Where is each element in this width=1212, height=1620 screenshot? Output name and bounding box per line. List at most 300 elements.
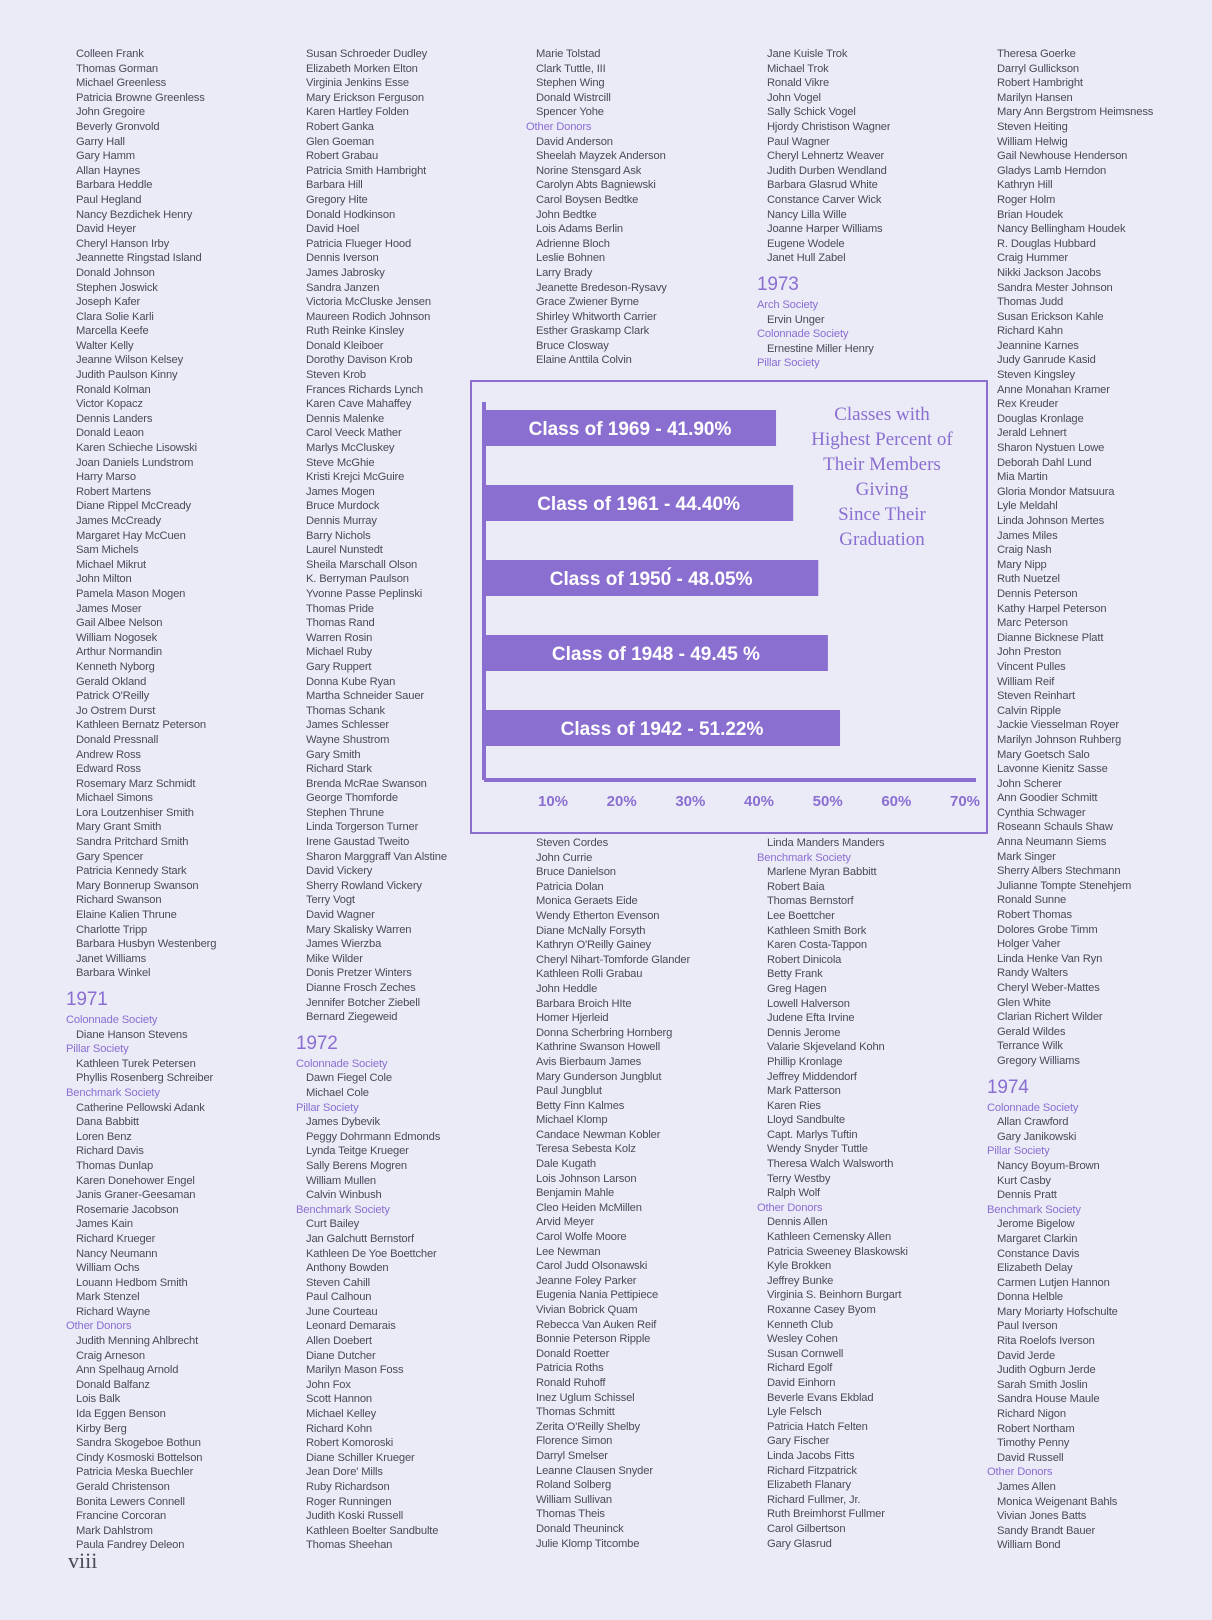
donor-name: Roland Solberg — [536, 1479, 612, 1492]
donor-name: Roxanne Casey Byom — [767, 1304, 876, 1316]
donor-name: Allen Doebert — [306, 1335, 372, 1348]
donor-name: William Nogosek — [76, 631, 158, 644]
donor-name: Kathleen Bernatz Peterson — [76, 719, 206, 732]
donor-name: Shirley Whitworth Carrier — [536, 310, 657, 323]
donor-name: Thomas Sheehan — [306, 1539, 393, 1552]
donor-name: John Scherer — [997, 777, 1062, 790]
donor-name: Donis Pretzer Winters — [306, 967, 412, 980]
society-heading: Colonnade Society — [757, 328, 849, 341]
donor-name: Gerald Wildes — [997, 1025, 1066, 1038]
donor-name: John Currie — [536, 851, 593, 864]
page-number: viii — [68, 1548, 98, 1573]
donor-name: Diane Dutcher — [306, 1349, 376, 1362]
donor-name: Marlys McCluskey — [306, 442, 395, 455]
donor-name: Anna Neumann Siems — [997, 836, 1107, 849]
donor-name: Robert Dinicola — [767, 953, 842, 966]
donor-name: Jerome Bigelow — [997, 1218, 1075, 1231]
donor-name: Stephen Wing — [536, 77, 605, 90]
donor-name: Pamela Mason Mogen — [76, 587, 186, 600]
donor-name: Gail Newhouse Henderson — [997, 150, 1128, 163]
donor-name: Elaine Kalien Thrune — [76, 909, 177, 922]
donor-name: Diane Hanson Stevens — [76, 1028, 188, 1041]
donor-name: Sherry Rowland Vickery — [306, 879, 422, 892]
donor-name: Steven Reinhart — [997, 690, 1075, 703]
donor-name: Mary Bonnerup Swanson — [76, 879, 199, 892]
donor-name: Carmen Lutjen Hannon — [997, 1276, 1110, 1289]
donor-name: Thomas Schank — [306, 704, 385, 717]
donor-name: Gerald Okland — [76, 675, 147, 688]
donor-name: Sandy Brandt Bauer — [997, 1524, 1096, 1537]
donor-name: Vivian Bobrick Quam — [536, 1304, 638, 1316]
donor-name: Wendy Etherton Evenson — [536, 909, 660, 922]
donor-column-3-top — [526, 47, 667, 368]
society-heading: Other Donors — [987, 1466, 1053, 1479]
donor-name: Francine Corcoran — [76, 1510, 167, 1523]
donor-name: Elaine Anttila Colvin — [536, 354, 632, 367]
donor-name: Roger Runningen — [306, 1495, 392, 1508]
class-year-heading: 1973 — [757, 273, 799, 295]
donor-name: Carolyn Abts Bagniewski — [536, 179, 656, 192]
donor-name: Paul Iverson — [997, 1320, 1058, 1333]
donor-name: David Wagner — [306, 909, 375, 922]
donor-name: Jennifer Botcher Ziebell — [306, 996, 420, 1009]
donor-name: Patricia Dolan — [536, 880, 604, 893]
donor-name: Homer Hjerleid — [536, 1012, 609, 1025]
society-heading: Other Donors — [757, 1201, 823, 1214]
donor-name: R. Douglas Hubbard — [997, 237, 1096, 250]
donor-name: Lois Adams Berlin — [536, 223, 623, 236]
donor-name: Thomas Rand — [306, 617, 375, 630]
donor-name: Nancy Boyum-Brown — [997, 1159, 1100, 1172]
donor-name: Judene Efta Irvine — [767, 1012, 855, 1025]
donor-name: Jackie Viesselman Royer — [997, 719, 1119, 732]
donor-name: Dennis Jerome — [767, 1026, 841, 1039]
donor-name: Lyle Felsch — [767, 1406, 822, 1419]
donor-name: Andrew Ross — [76, 748, 141, 761]
donor-name: Dennis Iverson — [306, 252, 379, 265]
donor-name: Nancy Neumann — [76, 1247, 158, 1260]
donor-name: Stephen Joswick — [76, 281, 158, 294]
donor-name: Hjordy Christison Wagner — [767, 120, 891, 133]
society-heading: Colonnade Society — [987, 1101, 1079, 1114]
donor-name: Grace Zwiener Byrne — [536, 296, 639, 309]
donor-name: James Dybevik — [306, 1116, 380, 1129]
donor-name: Jane Kuisle Trok — [767, 48, 848, 60]
donor-name: Victoria McCluske Jensen — [306, 296, 431, 309]
donor-name: Sandra Skogeboe Bothun — [76, 1437, 201, 1450]
donor-name: Craig Nash — [997, 544, 1052, 557]
chart-title — [782, 402, 982, 552]
donor-name: Robert Martens — [76, 485, 151, 498]
donor-name: Linda Johnson Mertes — [997, 515, 1105, 527]
donor-name: Marc Peterson — [997, 617, 1068, 630]
donor-name: Paul Jungblut — [536, 1085, 602, 1098]
donor-name: Jeanette Bredeson-Rysavy — [536, 281, 667, 294]
donor-name: Michael Simons — [76, 792, 153, 805]
donor-column-1 — [66, 47, 216, 1553]
donor-name: Carol Gilbertson — [767, 1522, 846, 1535]
donor-name: Michael Cole — [306, 1086, 369, 1099]
donor-name: Barbara Heddle — [76, 179, 153, 192]
donor-name: Bruce Danielson — [536, 866, 616, 879]
donor-name: Mark Singer — [997, 850, 1056, 863]
donor-name: Gregory Williams — [997, 1054, 1080, 1067]
donor-name: Kathleen De Yoe Boettcher — [306, 1247, 437, 1260]
donor-name: Richard Krueger — [76, 1232, 156, 1245]
donor-name: Bruce Murdock — [306, 500, 380, 513]
donor-name: Margaret Clarkin — [997, 1232, 1078, 1245]
donor-name: Paula Fandrey Deleon — [76, 1539, 185, 1552]
donor-name: Marlene Myran Babbitt — [767, 866, 877, 879]
donor-name: Inez Uglum Schissel — [536, 1391, 635, 1404]
donor-name: Karen Donehower Engel — [76, 1174, 195, 1187]
donor-name: Sarah Smith Joslin — [997, 1378, 1088, 1391]
donor-name: Donna Kube Ryan — [306, 675, 396, 688]
donor-name: William Reif — [997, 675, 1055, 688]
donor-name: Robert Thomas — [997, 909, 1072, 922]
donor-name: John Bedtke — [536, 208, 597, 221]
bar-label: Class of 1948 - 49.45 % — [551, 644, 760, 665]
chart-title-line: Giving — [855, 479, 909, 500]
donor-name: Randy Walters — [997, 967, 1068, 980]
donor-name: Valarie Skjeveland Kohn — [767, 1041, 885, 1054]
donor-name: Mark Stenzel — [76, 1291, 140, 1304]
donor-name: Dennis Pratt — [997, 1189, 1057, 1202]
donor-name: Mary Ann Bergstrom Heimsness — [997, 106, 1154, 119]
donor-name: Judith Menning Ahlbrecht — [76, 1335, 199, 1348]
donor-name: Anthony Bowden — [306, 1262, 389, 1275]
donor-name: Karen Hartley Folden — [306, 106, 409, 119]
society-heading: Benchmark Society — [757, 851, 851, 864]
donor-name: Judy Ganrude Kasid — [997, 354, 1096, 367]
bar-label: Class of 1942 - 51.22% — [560, 719, 764, 740]
donor-name: William Ochs — [76, 1262, 140, 1275]
donor-name: Mia Martin — [997, 471, 1048, 484]
donor-name: Donald Wistrcill — [536, 91, 611, 104]
donor-name: Teresa Sebesta Kolz — [536, 1143, 636, 1156]
chart-title-line: Highest Percent of — [811, 429, 953, 450]
donor-name: Steve McGhie — [306, 456, 375, 469]
society-heading: Colonnade Society — [296, 1057, 388, 1070]
donor-name: Maureen Rodich Johnson — [306, 310, 431, 323]
x-tick-label: 10% — [537, 793, 569, 810]
donor-name: Mary Grant Smith — [76, 821, 162, 834]
donor-name: Frances Richards Lynch — [306, 383, 423, 396]
donor-name: Ruth Breimhorst Fullmer — [767, 1508, 885, 1521]
donor-column-2 — [296, 47, 447, 1553]
donor-name: Glen Goeman — [306, 135, 374, 148]
donor-name: Marcella Keefe — [76, 325, 149, 338]
donor-name: Elizabeth Morken Elton — [306, 62, 418, 75]
donor-name: Ervin Unger — [767, 313, 825, 326]
donor-name: Elizabeth Flanary — [767, 1479, 851, 1492]
donor-name: Michael Kelley — [306, 1408, 377, 1421]
donor-name: Theresa Goerke — [997, 48, 1076, 60]
donor-name: Robert Ganka — [306, 120, 374, 133]
donor-name: Karen Schieche Lisowski — [76, 442, 197, 455]
donor-name: Rita Roelofs Iverson — [997, 1335, 1095, 1348]
donor-name: Warren Rosin — [306, 631, 373, 644]
donor-name: Robert Hambright — [997, 77, 1083, 90]
donor-name: Monica Geraets Eide — [536, 895, 638, 908]
donor-name: Stephen Thrune — [306, 806, 384, 819]
donor-name: Larry Brady — [536, 266, 593, 279]
donor-name: Mark Dahlstrom — [76, 1524, 153, 1537]
donor-name: Martha Schneider Sauer — [306, 690, 424, 703]
donor-name: Clara Solie Karli — [76, 310, 154, 323]
donor-name: Kristi Krejci McGuire — [306, 471, 405, 484]
donor-name: James Miles — [997, 529, 1058, 542]
donor-name: Richard Egolf — [767, 1362, 833, 1375]
donor-name: Laurel Nunstedt — [306, 544, 383, 557]
donor-name: Rebecca Van Auken Reif — [536, 1318, 657, 1331]
donor-name: Kathleen Cemensky Allen — [767, 1231, 892, 1244]
donor-name: Ruth Nuetzel — [997, 573, 1060, 586]
donor-name: Arthur Normandin — [76, 646, 162, 659]
donor-name: Monica Weigenant Bahls — [997, 1495, 1118, 1508]
donor-name: Virginia Jenkins Esse — [306, 77, 409, 90]
class-year-heading: 1972 — [296, 1032, 338, 1054]
donor-name: Sandra House Maule — [997, 1393, 1100, 1406]
donor-name: Brian Houdek — [997, 208, 1063, 221]
donor-name: Lavonne Kienitz Sasse — [997, 763, 1108, 776]
donor-name: Phyllis Rosenberg Schreiber — [76, 1072, 214, 1085]
donor-name: Kathleen Boelter Sandbulte — [306, 1524, 439, 1537]
donor-name: Avis Bierbaum James — [536, 1055, 642, 1068]
donor-name: John Vogel — [767, 91, 821, 104]
donor-name: Barbara Broich HIte — [536, 997, 632, 1010]
donor-name: Clarian Richert Wilder — [997, 1011, 1103, 1024]
donor-name: Darryl Smelser — [536, 1449, 608, 1462]
donor-name: Calvin Winbush — [306, 1189, 382, 1202]
donor-name: Jeannette Ringstad Island — [76, 252, 202, 265]
donor-name: Allan Haynes — [76, 164, 141, 177]
donor-name: John Preston — [997, 646, 1062, 659]
donor-name: Curt Bailey — [306, 1218, 360, 1231]
donor-name: Janet Williams — [76, 952, 147, 965]
donor-name: Steven Kingsley — [997, 369, 1075, 382]
donor-name: William Helwig — [997, 135, 1068, 148]
donor-name: David Russell — [997, 1451, 1064, 1464]
donor-name: Joanne Harper Williams — [767, 223, 883, 236]
donor-name: Ida Eggen Benson — [76, 1408, 166, 1421]
donor-name: Arvid Meyer — [536, 1216, 595, 1229]
donor-name: Timothy Penny — [997, 1437, 1070, 1450]
donor-name: Thomas Dunlap — [76, 1159, 154, 1172]
donor-column-3-bottom — [526, 836, 690, 1551]
donor-name: Donald Theuninck — [536, 1522, 624, 1535]
society-heading: Other Donors — [526, 120, 592, 133]
donor-name: Judith Ogburn Jerde — [997, 1364, 1096, 1377]
donor-name: Jan Galchutt Bernstorf — [306, 1232, 415, 1245]
donor-name: Beverly Gronvold — [76, 120, 160, 133]
donor-name: Vincent Pulles — [997, 660, 1066, 673]
donor-name: Thomas Gorman — [76, 62, 158, 75]
donor-name: Thomas Theis — [536, 1508, 605, 1521]
donor-name: Susan Erickson Kahle — [997, 310, 1104, 323]
donor-name: Roseann Schauls Shaw — [997, 821, 1113, 834]
donor-name: Karen Costa-Tappon — [767, 939, 867, 952]
society-heading: Pillar Society — [757, 357, 820, 370]
donor-name: Richard Stark — [306, 763, 372, 776]
donor-name: Michael Greenless — [76, 77, 167, 90]
donor-name: Linda Henke Van Ryn — [997, 952, 1103, 965]
donor-name: Joan Daniels Lundstrom — [76, 456, 194, 469]
chart-title-line: Their Members — [823, 454, 941, 475]
donor-name: Mark Patterson — [767, 1085, 841, 1098]
donor-name: Candace Newman Kobler — [536, 1128, 661, 1141]
donor-name: Kathryn O'Reilly Gainey — [536, 939, 651, 952]
donor-name: Gary Ruppert — [306, 660, 372, 673]
donor-name: Capt. Marlys Tuftin — [767, 1128, 858, 1141]
donor-name: Rex Kreuder — [997, 398, 1059, 411]
donor-name: Dennis Landers — [76, 412, 153, 425]
chart-title-line: Classes with — [834, 404, 930, 425]
donor-name: Bonnie Peterson Ripple — [536, 1333, 651, 1346]
donor-name: Anne Monahan Kramer — [997, 383, 1110, 396]
donor-name: Sharon Nystuen Lowe — [997, 442, 1105, 455]
donor-name: Diane Rippel McCready — [76, 500, 191, 513]
donor-name: Susan Cornwell — [767, 1347, 844, 1360]
donor-name: Donna Helble — [997, 1291, 1063, 1304]
donor-name: Dawn Fiegel Cole — [306, 1072, 392, 1085]
donor-name: Rosemary Marz Schmidt — [76, 777, 196, 790]
donor-name: Lora Loutzenhiser Smith — [76, 806, 194, 819]
x-tick-label: 50% — [812, 793, 843, 810]
donor-name: Cindy Kosmoski Bottelson — [76, 1451, 203, 1464]
donor-name: Barry Nichols — [306, 529, 371, 542]
donor-name: James Mogen — [306, 485, 375, 498]
donor-name: Paul Hegland — [76, 193, 142, 206]
donor-name: Linda Torgerson Turner — [306, 821, 419, 834]
donor-name: Lowell Halverson — [767, 997, 850, 1010]
donor-name: Richard Kohn — [306, 1422, 372, 1435]
donor-name: Janet Hull Zabel — [767, 252, 846, 265]
donor-name: Thomas Bernstorf — [767, 895, 854, 908]
donor-name: Terry Vogt — [306, 894, 355, 907]
donor-name: Donald Leaon — [76, 427, 144, 440]
donor-name: Nancy Bellingham Houdek — [997, 223, 1126, 236]
donor-name: James Moser — [76, 602, 142, 615]
donor-name: Wesley Cohen — [767, 1333, 838, 1346]
x-tick-label: 20% — [606, 793, 637, 810]
donor-name: James Schlesser — [306, 719, 389, 732]
donor-name: James Jabrosky — [306, 266, 385, 279]
donor-name: Jeannine Karnes — [997, 339, 1079, 352]
donor-name: Thomas Schmitt — [536, 1406, 615, 1419]
donor-name: Dianne Frosch Zeches — [306, 982, 416, 994]
donor-name: John Gregoire — [76, 106, 145, 119]
donor-name: Gladys Lamb Herndon — [997, 164, 1107, 177]
donor-name: Colleen Frank — [76, 48, 144, 60]
donor-name: Patricia Flueger Hood — [306, 237, 412, 250]
donor-name: Patricia Sweeney Blaskowski — [767, 1245, 908, 1258]
donor-name: Marie Tolstad — [536, 48, 601, 60]
donor-name: George Thomforde — [306, 792, 398, 805]
donor-name: David Einhorn — [767, 1376, 836, 1389]
donor-name: Ronald Vikre — [767, 77, 830, 90]
donor-name: Gregory Hite — [306, 193, 368, 206]
donor-name: Carol Boysen Bedtke — [536, 193, 639, 206]
donor-name: Dolores Grobe Timm — [997, 923, 1098, 936]
society-heading: Benchmark Society — [66, 1086, 160, 1099]
donor-name: William Sullivan — [536, 1493, 612, 1506]
society-heading: Benchmark Society — [987, 1203, 1081, 1216]
x-tick-label: 70% — [949, 793, 981, 810]
donor-name: Norine Stensgard Ask — [536, 164, 642, 177]
donor-name: Kathryn Hill — [997, 179, 1053, 192]
donor-name: Julie Klomp Titcombe — [536, 1537, 640, 1550]
donor-name: Gary Glasrud — [767, 1537, 832, 1550]
donor-name: Beverle Evans Ekblad — [767, 1391, 874, 1404]
donor-name: Linda Jacobs Fitts — [767, 1449, 855, 1462]
donor-name: Kyle Brokken — [767, 1260, 832, 1273]
donor-name: Eugene Wodele — [767, 237, 845, 250]
donor-name: Edward Ross — [76, 763, 141, 776]
donor-name: Glen White — [997, 996, 1051, 1009]
donor-name: Donald Pressnall — [76, 733, 159, 746]
donor-name: William Bond — [997, 1539, 1061, 1552]
donor-name: Jeffrey Bunke — [767, 1274, 834, 1287]
society-heading: Other Donors — [66, 1320, 132, 1333]
donor-name: Paul Wagner — [767, 135, 830, 148]
donor-name: Kathleen Turek Petersen — [76, 1057, 196, 1070]
bar-label: Class of 1961 - 44.40% — [537, 494, 741, 515]
donor-name: Gary Fischer — [767, 1435, 830, 1448]
donor-name: Ruth Reinke Kinsley — [306, 325, 404, 338]
donor-name: Judith Durben Wendland — [767, 164, 887, 177]
donor-name: Jean Dore' Mills — [306, 1466, 383, 1479]
donor-name: John Heddle — [536, 982, 598, 995]
society-heading: Pillar Society — [296, 1101, 359, 1114]
donor-name: Nancy Lilla Wille — [767, 208, 847, 221]
donor-name: Kathleen Rolli Grabau — [536, 968, 643, 981]
donor-name: Patricia Hatch Felten — [767, 1420, 868, 1433]
donor-name: David Anderson — [536, 135, 613, 148]
donor-name: David Hoel — [306, 223, 360, 236]
donor-name: Carol Veeck Mather — [306, 427, 402, 440]
bar-label: Class of 1969 - 41.90% — [528, 419, 732, 440]
class-year-heading: 1971 — [66, 989, 108, 1010]
donor-name: David Vickery — [306, 865, 373, 878]
donor-name: Barbara Glasrud White — [767, 179, 878, 192]
donor-name: Patricia Kennedy Stark — [76, 865, 187, 878]
donor-name: Wendy Snyder Tuttle — [767, 1143, 868, 1156]
donor-name: Gary Smith — [306, 748, 361, 761]
donor-name: Donald Kleiboer — [306, 339, 384, 352]
society-heading: Pillar Society — [987, 1145, 1050, 1158]
donor-name: Dana Babbitt — [76, 1116, 139, 1129]
donor-name: Michael Trok — [767, 62, 829, 75]
donor-name: Diane Schiller Krueger — [306, 1451, 415, 1464]
donor-name: Jeanne Foley Parker — [536, 1274, 637, 1287]
donor-name: Richard Kahn — [997, 325, 1063, 338]
donor-name: John Fox — [306, 1378, 351, 1391]
donor-name: Margaret Hay McCuen — [76, 529, 186, 542]
donor-name: Esther Graskamp Clark — [536, 325, 650, 338]
donor-name: Terry Westby — [767, 1172, 831, 1185]
donor-name: Victor Kopacz — [76, 398, 143, 411]
donor-name: Gail Albee Nelson — [76, 617, 163, 630]
donor-name: Donald Roetter — [536, 1347, 610, 1360]
donor-name: Ruby Richardson — [306, 1481, 390, 1493]
giving-chart — [470, 380, 988, 834]
donor-name: Kathrine Swanson Howell — [536, 1041, 661, 1054]
donor-name: Rosemarie Jacobson — [76, 1203, 179, 1216]
donor-name: Donald Hodkinson — [306, 208, 396, 221]
donor-name: Carol Wolfe Moore — [536, 1231, 627, 1244]
donor-name: Peggy Dohrmann Edmonds — [306, 1130, 441, 1143]
